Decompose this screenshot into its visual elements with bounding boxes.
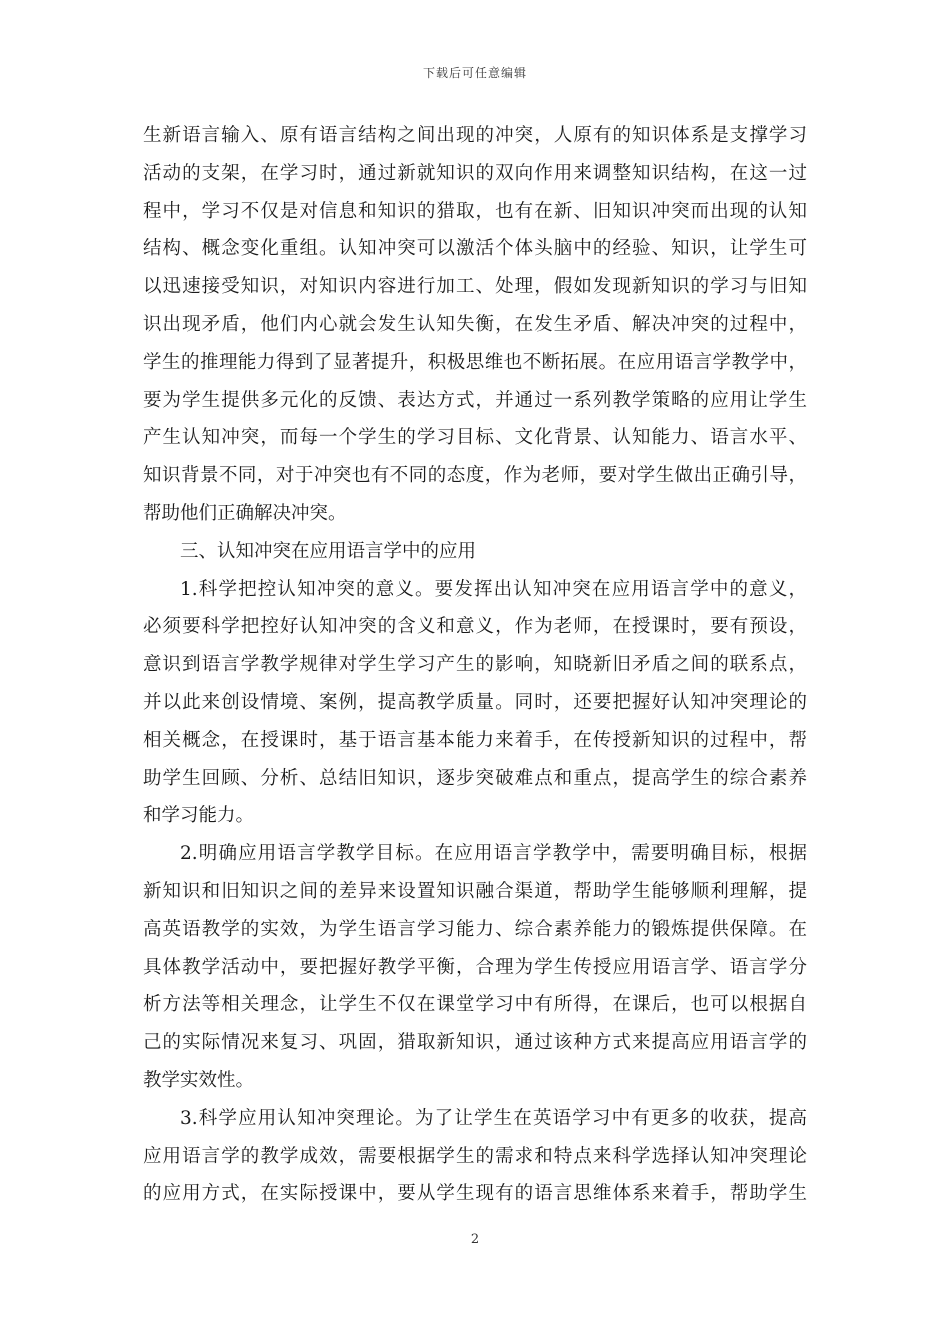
- text-line: 活动的支架，在学习时，通过新就知识的双向作用来调整知识结构，在这一过: [143, 162, 807, 184]
- text-line: 识出现矛盾，他们内心就会发生认知失衡，在发生矛盾、解决冲突的过程中，: [143, 313, 807, 335]
- paragraph: [143, 835, 807, 1100]
- paragraph: [143, 117, 807, 533]
- text-line: 教学实效性。: [143, 1069, 255, 1091]
- text-line: 并以此来创设情境、案例，提高教学质量。同时，还要把握好认知冲突理论的: [143, 691, 807, 713]
- page-header: 下载后可任意编辑: [422, 66, 527, 80]
- text-line: 以迅速接受知识，对知识内容进行加工、处理，假如发现新知识的学习与旧知: [143, 276, 807, 298]
- text-line: 学生的推理能力得到了显著提升，积极思维也不断拓展。在应用语言学教学中，: [143, 351, 807, 373]
- text-line: 和学习能力。: [143, 805, 255, 827]
- text-line: 具体教学活动中，要把握好教学平衡，合理为学生传授应用语言学、语言学分: [143, 956, 807, 978]
- text-line: 知识背景不同，对于冲突也有不同的态度，作为老师，要对学生做出正确引导，: [143, 465, 807, 487]
- text-line: 三、认知冲突在应用语言学中的应用: [180, 540, 477, 562]
- paragraph: [143, 571, 807, 836]
- text-line: 应用语言学的教学成效，需要根据学生的需求和特点来科学选择认知冲突理论: [143, 1145, 807, 1167]
- text-line: 3.科学应用认知冲突理论。为了让学生在英语学习中有更多的收获，提高: [180, 1107, 807, 1129]
- text-line: 帮助他们正确解决冲突。: [143, 502, 347, 524]
- text-line: 1.科学把控认知冲突的意义。要发挥出认知冲突在应用语言学中的意义，: [180, 578, 807, 600]
- document-body: [143, 117, 807, 1213]
- text-line: 高英语教学的实效，为学生语言学习能力、综合素养能力的锻炼提供保障。在: [143, 918, 807, 940]
- text-line: 要为学生提供多元化的反馈、表达方式，并通过一系列教学策略的应用让学生: [143, 389, 807, 411]
- text-line: 结构、概念变化重组。认知冲突可以激活个体头脑中的经验、知识，让学生可: [143, 238, 807, 260]
- text-line: 助学生回顾、分析、总结旧知识，逐步突破难点和重点，提高学生的综合素养: [143, 767, 807, 789]
- text-line: 必须要科学把控好认知冲突的含义和意义，作为老师，在授课时，要有预设，: [143, 616, 807, 638]
- text-line: 生新语言输入、原有语言结构之间出现的冲突，人原有的知识体系是支撑学习: [143, 125, 807, 146]
- text-line: 析方法等相关理念，让学生不仅在课堂学习中有所得，在课后，也可以根据自: [143, 994, 807, 1016]
- text-line: 己的实际情况来复习、巩固，猎取新知识，通过该种方式来提高应用语言学的: [143, 1032, 807, 1054]
- text-line: 新知识和旧知识之间的差异来设置知识融合渠道，帮助学生能够顺利理解，提: [143, 880, 807, 902]
- section-heading: [143, 533, 807, 571]
- paragraph: [143, 1100, 807, 1213]
- text-line: 的应用方式，在实际授课中，要从学生现有的语言思维体系来着手，帮助学生: [143, 1183, 807, 1205]
- text-line: 相关概念，在授课时，基于语言基本能力来着手，在传授新知识的过程中，帮: [143, 729, 807, 751]
- text-line: 产生认知冲突，而每一个学生的学习目标、文化背景、认知能力、语言水平、: [143, 427, 807, 449]
- text-line: 2.明确应用语言学教学目标。在应用语言学教学中，需要明确目标，根据: [180, 843, 807, 865]
- text-line: 程中，学习不仅是对信息和知识的猎取，也有在新、旧知识冲突而出现的认知: [143, 200, 807, 222]
- page-number: 2: [470, 1232, 480, 1247]
- text-line: 意识到语言学教学规律对学生学习产生的影响，知晓新旧矛盾之间的联系点，: [143, 654, 807, 676]
